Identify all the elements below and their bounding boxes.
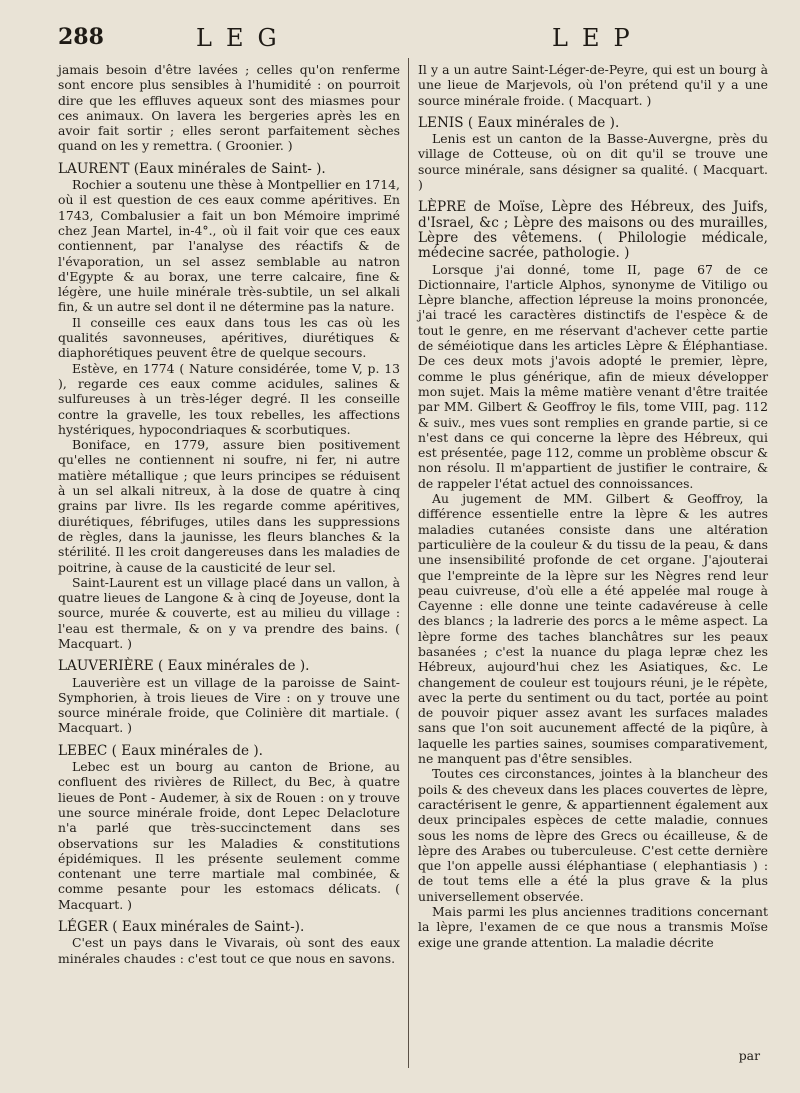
entry-paragraph: jamais besoin d'être lavées ; celles qu'on renferme sont encore plus sensibles à l'humidité : on pourroit dire que les effluves aqueux sont des miasmes pour ces animaux. On lavera les bergeries après les en avoir fait sortir ; elles seront parfaitement sèches quand on les y remettra. ( Groonier. ) — [58, 62, 400, 154]
entry-paragraph: Boniface, en 1779, assure bien positivement qu'elles ne contiennent ni soufre, ni fer, ni autre matière métallique ; que leurs principes se réduisent à un sel alkali nitreux, à la dose de quatre à cinq grains par livre. Ils les regarde comme apéritives, diurétiques, fébrifuges, utiles dans les suppressions de règles, dans la jaunisse, les fleurs blanches & la stérilité. Il les croit dangereuses dans les maladies de poitrine, à cause de la causticité de leur sel. — [58, 437, 400, 575]
running-head-left: LEG — [196, 24, 291, 52]
left-column — [58, 62, 400, 974]
entry-paragraph: Au jugement de MM. Gilbert & Geoffroy, la différence essentielle entre la lèpre & les autres maladies cutanées consiste dans une altération particulière de la couleur & du tissu de la peau, & dans une insensibilité profonde de cet organe. J'ajouterai que l'empreinte de la lèpre sur les Nègres rend leur peau cuivreuse, d'où elle a été appelée mal rouge à Cayenne : elle donne une teinte cadavéreuse à celle des blancs ; la ladrerie des porcs a le même aspect. La lèpre forme des taches blanchâtres sur les peaux basanées ; c'est la nuance du plaga lepræ chez les Hébreux, aujourd'hui chez les Asiatiques, &c. Le changement de couleur est toujours réuni, je le répète, avec la perte du sentiment ou du tact, portée au point de pouvoir piquer assez avant les surfaces malades sans que l'on soit aucunement affecté de la piqûre, à laquelle les parties saines, soumises comparativement, ne manquent pas d'être sensibles. — [418, 491, 768, 767]
entry-paragraph: Rochier a soutenu une thèse à Montpellier en 1714, où il est question de ces eaux comme apéritives. En 1743, Combalusier a fait un bon Mémoire imprimé chez Jean Martel, in-4°., où il fait voir que ces eaux contiennent, par l'analyse des réactifs & de l'évaporation, un sel assez semblable au natron d'Egypte & au borax, une terre calcaire, fine & légère, une huile minérale très-subtile, un sel alkali fin, & un autre sel dont il ne détermine pas la nature. — [58, 177, 400, 315]
dictionary-entry — [58, 162, 400, 652]
dictionary-entry — [58, 659, 400, 735]
entry-paragraph: Il conseille ces eaux dans tous les cas où les qualités savonneuses, apéritives, diurétiques & diaphorétiques peuvent être de quelque secours. — [58, 314, 400, 361]
dictionary-entry — [58, 920, 400, 966]
dictionary-entry — [418, 62, 768, 108]
entry-paragraph: Il y a un autre Saint-Léger-de-Peyre, qui est un bourg à une lieue de Marjevols, où l'on prétend qu'il y a une source minérale froide. ( Macquart. ) — [418, 62, 768, 108]
entry-paragraph: Lebec est un bourg au canton de Brione, au confluent des rivières de Rillect, du Bec, à quatre lieues de Pont - Audemer, à six de Rouen : on y trouve une source minérale froide, dont Lepec Delacloture n'a parlé que très-succinctement dans ses observations sur les Maladies & constitutions épidémiques. Il les présente seulement comme contenant une terre martiale mal combinée, & comme pesante pour les estomacs délicats. ( Macquart. ) — [58, 759, 400, 912]
entry-paragraph: Lenis est un canton de la Basse-Auvergne, près du village de Cotteuse, où on dit qu'il se trouve une source minérale, sans désigner sa qualité. ( Macquart. ) — [418, 131, 768, 193]
dictionary-entry — [418, 116, 768, 192]
entry-headword: LÈPRE de Moïse, Lèpre des Hébreux, des Juifs, d'Israel, &c ; Lèpre des maisons ou des murailles, Lèpre des vêtemens. ( Philologie médicale, médecine sacrée, pathologie. ) — [418, 199, 768, 262]
dictionary-entry — [58, 744, 400, 912]
running-header — [0, 24, 800, 60]
entry-headword: LAUVERIÈRE ( Eaux minérales de ). — [58, 658, 310, 675]
entry-paragraph: Lorsque j'ai donné, tome II, page 67 de ce Dictionnaire, l'article Alphos, synonyme de Vitiligo ou Lèpre blanche, affection lépreuse la moins prononcée, j'ai tracé les caractères distinctifs de l'espèce & de tout le genre, en me réservant d'achever cette partie de séméiotique dans les articles Lèpre & Éléphantiase. De ces deux mots j'avois adopté le premier, lèpre, comme le plus générique, afin de mieux développer mon sujet. Mais la même matière venant d'être traitée par MM. Gilbert & Geoffroy le fils, tome VIII, pag. 112 & suiv., mes vues sont remplies en grande partie, si ce n'est dans ce qui concerne la lèpre des Hébreux, qui est présentée, page 112, comme un problème obscur & non résolu. Il m'appartient de justifier le contraire, & de rappeler l'état actuel des connoissances. — [418, 261, 768, 491]
dictionary-entry — [58, 62, 400, 154]
right-column — [418, 62, 768, 958]
entry-paragraph: Lauverière est un village de la paroisse de Saint-Symphorien, à trois lieues de Vire : on y trouve une source minérale froide, que Colinière dit martiale. ( Macquart. ) — [58, 674, 400, 736]
entry-headword: LÉGER ( Eaux minérales de Saint-). — [58, 919, 305, 936]
page-number: 288 — [58, 24, 104, 50]
catchword: par — [738, 1048, 760, 1063]
entry-paragraph: C'est un pays dans le Vivarais, où sont des eaux minérales chaudes : c'est tout ce que nous en savons. — [58, 935, 400, 966]
dictionary-entry — [418, 200, 768, 950]
running-head-right: LEP — [552, 24, 644, 52]
entry-paragraph: Estève, en 1774 ( Nature considérée, tome V, p. 13 ), regarde ces eaux comme acidules, salines & sulfureuses à un très-léger degré. Il les conseille contre la gravelle, les toux rebelles, les affections hystériques, hypocondriaques & scorbutiques. — [58, 360, 400, 437]
entry-paragraph: Saint-Laurent est un village placé dans un vallon, à quatre lieues de Langone & à cinq de Joyeuse, dont la source, murée & couverte, est au milieu du village : l'eau est thermale, & on y va prendre des bains. ( Macquart. ) — [58, 574, 400, 651]
entry-headword: LEBEC ( Eaux minérales de ). — [58, 742, 264, 759]
column-divider — [408, 58, 409, 1068]
entry-paragraph: Toutes ces circonstances, jointes à la blancheur des poils & des cheveux dans les places couvertes de lèpre, caractérisent le genre, & appartiennent également aux deux principales espèces de cette maladie, connues sous les noms de lèpre des Grecs ou écailleuse, & de lèpre des Arabes ou tuberculeuse. C'est cette dernière que l'on appelle aussi éléphantiase ( elephantiasis ) : de tout tems elle a été la plus grave & la plus universellement observée. — [418, 766, 768, 904]
entry-paragraph: Mais parmi les plus anciennes traditions concernant la lèpre, l'examen de ce que nous a transmis Moïse exige une grande attention. La maladie décrite — [418, 904, 768, 950]
entry-headword: LENIS ( Eaux minérales de ). — [418, 114, 620, 131]
entry-headword: LAURENT (Eaux minérales de Saint- ). — [58, 160, 326, 177]
